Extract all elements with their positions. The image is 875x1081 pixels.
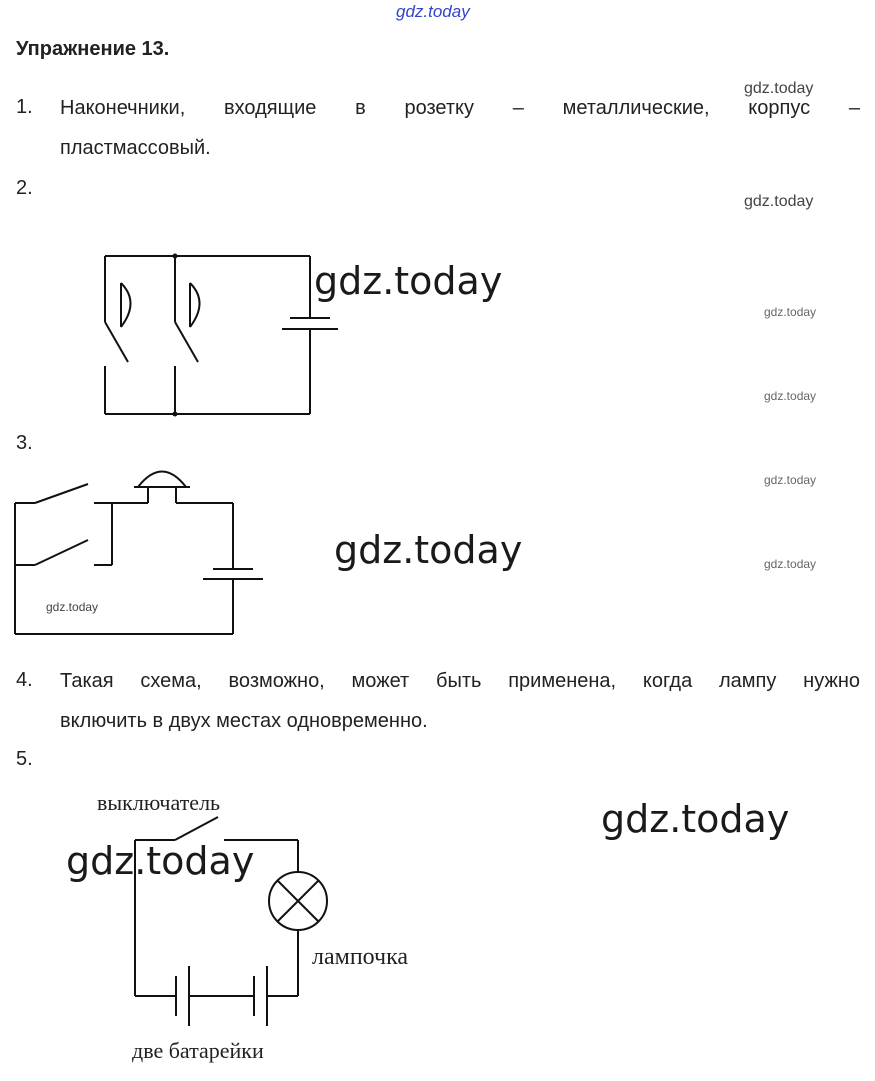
watermark-right-6: gdz.today xyxy=(764,557,817,571)
item-4-line-2: включить в двух местах одновременно. xyxy=(60,710,428,732)
watermark-diagram-3-small: gdz.today xyxy=(46,600,99,614)
item-5-number: 5. xyxy=(16,748,33,770)
watermark-top: gdz.today xyxy=(396,2,470,21)
watermark-diagram-5-left: gdz.today xyxy=(66,839,255,883)
watermark-diagram-2: gdz.today xyxy=(314,259,503,303)
watermark-right-2: gdz.today xyxy=(744,193,814,210)
exercise-title: Упражнение 13. xyxy=(16,38,170,60)
item-1-number: 1. xyxy=(16,96,33,118)
lamp-label: лампочка xyxy=(312,944,409,970)
watermark-right-4: gdz.today xyxy=(764,389,817,403)
watermark-right-1: gdz.today xyxy=(744,80,814,97)
watermark-diagram-3-large: gdz.today xyxy=(334,528,523,572)
watermark-right-5: gdz.today xyxy=(764,473,817,487)
item-4-line-1: Такая схема, возможно, может быть применена, когда лампу нужно xyxy=(60,670,860,692)
item-1-line-1: Наконечники, входящие в розетку – металлические, корпус – xyxy=(60,97,860,119)
watermark-right-3: gdz.today xyxy=(764,305,817,319)
item-4-number: 4. xyxy=(16,669,33,691)
item-2-number: 2. xyxy=(16,177,33,199)
watermark-diagram-5-right: gdz.today xyxy=(601,797,790,841)
item-1-line-2: пластмассовый. xyxy=(60,137,211,159)
item-3-number: 3. xyxy=(16,432,33,454)
switch-label: выключатель xyxy=(97,790,221,815)
battery-label: две батарейки xyxy=(132,1038,264,1063)
